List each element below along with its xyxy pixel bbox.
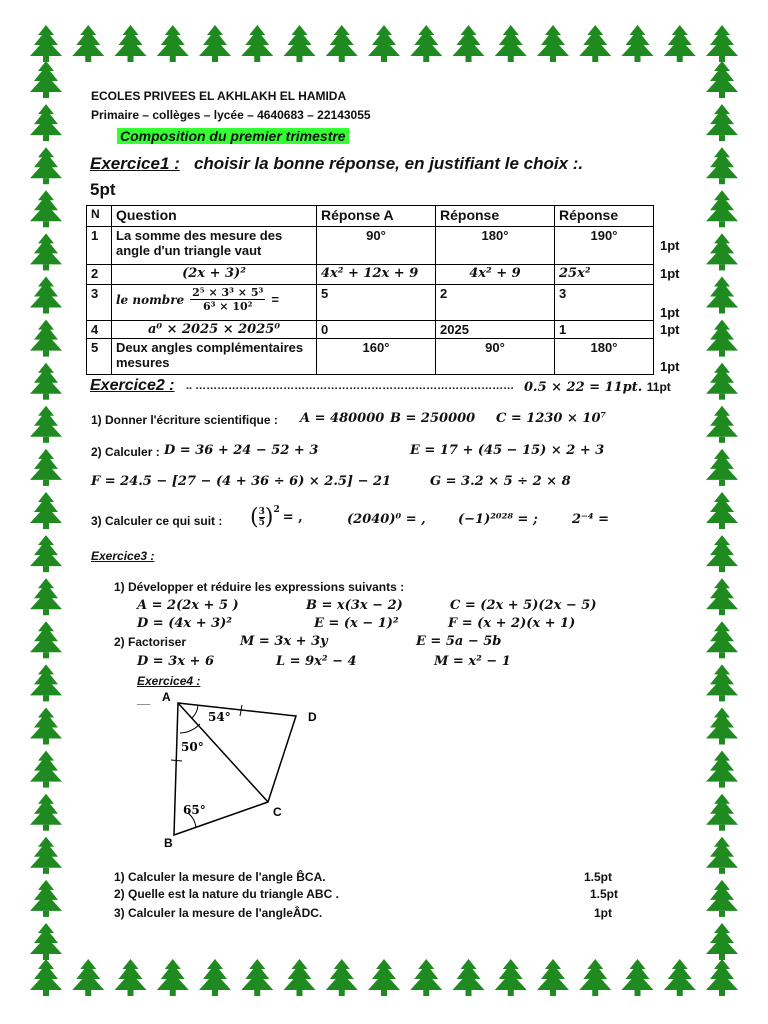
table-row [87,227,705,265]
row-question: (2x + 3)² [112,265,317,285]
tree-icon [326,959,358,996]
tree-icon [368,25,400,62]
angle-arc-a [180,724,200,733]
table-row [87,285,705,321]
tree-icon [706,664,738,701]
row-answer-b: 2025 [436,321,555,339]
tree-icon [30,104,62,141]
tree-icon [706,535,738,572]
tree-icon [579,25,611,62]
q3-frac-den: 5 [258,518,265,528]
ex2-q3-label: 3) Calculer ce qui suit : [91,514,223,528]
row-answer-b: 2 [436,285,555,321]
tree-icon [241,25,273,62]
ex4-question-3: 3) Calculer la mesure de l'angleÂDC. [114,906,323,920]
tree-icon [706,837,738,874]
fraction [190,286,265,313]
subtitle-text: Composition du premier trimestre [117,128,349,144]
row-question: Deux angles complémentaires mesures [112,339,317,375]
ex2-score-points: 11pt [646,380,671,394]
table-header-row [87,206,705,227]
ex4-question-2: 2) Quelle est la nature du triangle ABC . [114,887,339,901]
row-n: 4 [87,321,112,339]
tree-icon [30,363,62,400]
tree-icon [30,277,62,314]
tree-icon [706,363,738,400]
tree-icon [326,25,358,62]
row-answer-b: 180° [436,227,555,265]
fraction-equals: = [271,292,279,307]
tree-icon [115,959,147,996]
header-answer-a: Réponse A [317,206,436,227]
tree-icon [706,277,738,314]
ex2-q3-c: (−1)²⁰²⁸ = ; [458,512,538,527]
tree-icon [706,104,738,141]
row-question [112,285,317,321]
ex2-q2-f: F = 24.5 − [27 − (4 + 36 ÷ 6) × 2.5] − 21 [91,474,392,489]
tree-icon [30,708,62,745]
tree-icon [30,837,62,874]
tree-icon [706,25,738,62]
tree-icon [30,449,62,486]
tree-icon [30,61,62,98]
tree-icon [664,25,696,62]
ex3-E2: E = 5a − 5b [416,634,502,649]
header-n: N [87,206,112,227]
row-points: 1pt [660,304,680,320]
row-answer-a: 0 [317,321,436,339]
ex1-instruction: choisir la bonne réponse, en justifiant le choix :. [193,154,584,173]
school-levels: Primaire – collèges – lycée – 4640683 – 22143055 [91,108,371,122]
tree-icon [706,406,738,443]
tree-icon [706,449,738,486]
ex4-question-2-points: 1.5pt [590,887,619,901]
tree-icon [368,959,400,996]
tree-icon [579,959,611,996]
row-answer-c: 190° [555,227,654,265]
ex4-question-1-points: 1.5pt [584,870,613,884]
ex2-q1-label: 1) Donner l'écriture scientifique : [91,413,278,427]
ex3-B: B = x(3x − 2) [306,598,403,613]
tree-icon [495,959,527,996]
ex1-title: Exercice1 : [90,154,180,173]
q3-frac-eq: = , [282,510,303,525]
tree-icon [706,708,738,745]
tree-icon [30,406,62,443]
ex2-q2-label: 2) Calculer : [91,445,160,459]
tree-icon [30,751,62,788]
tree-icon [72,959,104,996]
header-pt-cell [654,206,705,227]
tree-icon [30,664,62,701]
tree-icon [706,794,738,831]
row-points: 1pt [660,238,680,253]
tick-ab [171,760,182,761]
tree-icon [537,25,569,62]
ex3-M2: M = x² − 1 [434,654,511,669]
label-d: D [308,710,317,724]
qcm-table [86,205,705,375]
ex2-q3-d: 2⁻⁴ = [572,512,610,527]
tree-icon [622,25,654,62]
ex2-q1-a: A = 480000 [300,411,385,426]
tree-icon [199,25,231,62]
tree-icon [284,25,316,62]
ex1-heading [90,154,583,174]
tree-icon [706,751,738,788]
row-answer-c: 3 [555,285,654,321]
tree-icon [157,959,189,996]
q3-frac-exp: 2 [273,505,280,515]
tree-icon [495,25,527,62]
tree-icon [30,233,62,270]
angle-label-54: 54° [208,710,231,724]
ex2-q3-fraction: ( $\frac{3}{5}$ ) $^2$ = , [250,505,303,530]
ex3-E: E = (x − 1)² [314,616,399,631]
angle-label-65: 65° [183,803,206,817]
ex3-A: A = 2(2x + 5 ) [137,598,239,613]
ex2-dots: .. …………………………………………………………………………… [186,380,515,392]
tree-icon [72,25,104,62]
row-answer-b: 90° [436,339,555,375]
tree-icon [706,233,738,270]
tree-icon [30,190,62,227]
row-question: La somme des mesure des angle d'un triangle vaut [112,227,317,265]
ex3-M: M = 3x + 3y [240,634,328,649]
tree-icon [706,578,738,615]
ex2-title [90,377,175,395]
tree-icon [30,959,62,996]
tree-icon [706,621,738,658]
ex3-q2-label: 2) Factoriser [114,635,187,649]
tree-icon [30,147,62,184]
tree-icon [706,61,738,98]
tree-icon [241,959,273,996]
ex2-q1-b: B = 250000 [390,411,476,426]
header-answer-b: Réponse [436,206,555,227]
tree-icon [30,923,62,960]
tree-icon [157,25,189,62]
row-answer-a: 4x² + 12x + 9 [317,265,436,285]
tree-icon [30,320,62,357]
ex4-question-1: 1) Calculer la mesure de l'angle B̂CA. [114,870,326,884]
tree-icon [537,959,569,996]
header-answer-c: Réponse [555,206,654,227]
row-points: 1pt [660,265,680,281]
row-n: 3 [87,285,112,321]
tree-icon [410,25,442,62]
row-answer-a: 5 [317,285,436,321]
tree-icon [199,959,231,996]
row-answer-a: 160° [317,339,436,375]
row-n: 1 [87,227,112,265]
ex4-title: Exercice4 : [137,674,201,688]
ex2-q3-b: (2040)⁰ = , [347,512,426,527]
ex3-F: F = (x + 2)(x + 1) [448,616,576,631]
ex3-C: C = (2x + 5)(2x − 5) [450,598,597,613]
row-answer-c: 1 [555,321,654,339]
ex2-score-formula: 0.5 × 22 = 11pt. [524,380,643,395]
ex3-title: Exercice3 : [91,549,155,563]
tree-icon [30,492,62,529]
tree-icon [30,578,62,615]
ex2-score [524,378,671,396]
tree-icon [453,25,485,62]
row-n: 5 [87,339,112,375]
tree-icon [706,492,738,529]
tree-icon [30,621,62,658]
ex4-dash: __ [137,692,151,706]
fraction-expression [116,286,312,313]
row-points: 1pt [660,321,680,337]
tree-icon [706,959,738,996]
tree-icon [30,25,62,62]
ex3-q1-label: 1) Développer et réduire les expressions suivants : [114,580,405,594]
ex3-D2: D = 3x + 6 [137,654,215,669]
ex3-L: L = 9x² − 4 [276,654,357,669]
subtitle [117,128,349,146]
row-points: 1pt [660,358,680,374]
table-row [87,339,705,375]
row-answer-c: 180° [555,339,654,375]
angle-label-50: 50° [181,740,204,754]
angle-arc-a2 [192,705,198,718]
tree-icon [410,959,442,996]
tree-icon [30,880,62,917]
tree-icon [706,320,738,357]
label-a: A [162,690,171,704]
tree-icon [453,959,485,996]
label-b: B [164,836,173,850]
ex3-D: D = (4x + 3)² [137,616,232,631]
ex2-q2-d: D = 36 + 24 − 52 + 3 [164,443,319,458]
row-answer-b: 4x² + 9 [436,265,555,285]
school-name: ECOLES PRIVEES EL AKHLAKH EL HAMIDA [91,89,347,103]
tree-icon [664,959,696,996]
ex2-q1-c: C = 1230 × 10⁷ [496,411,607,426]
quadrilateral-figure [150,688,340,854]
label-c: C [273,805,282,819]
ex2-q2-g: G = 3.2 × 5 ÷ 2 × 8 [430,474,571,489]
ex2-q2-e: E = 17 + (45 − 15) × 2 + 3 [410,443,605,458]
table-row [87,321,705,339]
row-question: a⁰ × 2025 × 2025⁰ [112,321,317,339]
tree-icon [706,190,738,227]
tree-icon [30,535,62,572]
tree-icon [30,794,62,831]
tree-icon [706,880,738,917]
fraction-prefix: le nombre [116,292,185,307]
tree-icon [284,959,316,996]
row-n: 2 [87,265,112,285]
q3-frac-num: 3 [258,507,265,517]
ex4-question-3-points: 1pt [594,906,612,920]
tree-icon [706,147,738,184]
fraction-numerator: 2⁵ × 3³ × 5³ [192,286,264,299]
row-answer-c: 25x² [555,265,654,285]
row-answer-a: 90° [317,227,436,265]
tree-icon [622,959,654,996]
fraction-denominator: 6³ × 10² [203,300,253,313]
ex1-points: 5pt [90,180,116,199]
ex2-title-text: Exercice2 : [90,377,175,394]
header-question: Question [112,206,317,227]
tree-icon [115,25,147,62]
tree-icon [706,923,738,960]
table-row [87,265,705,285]
